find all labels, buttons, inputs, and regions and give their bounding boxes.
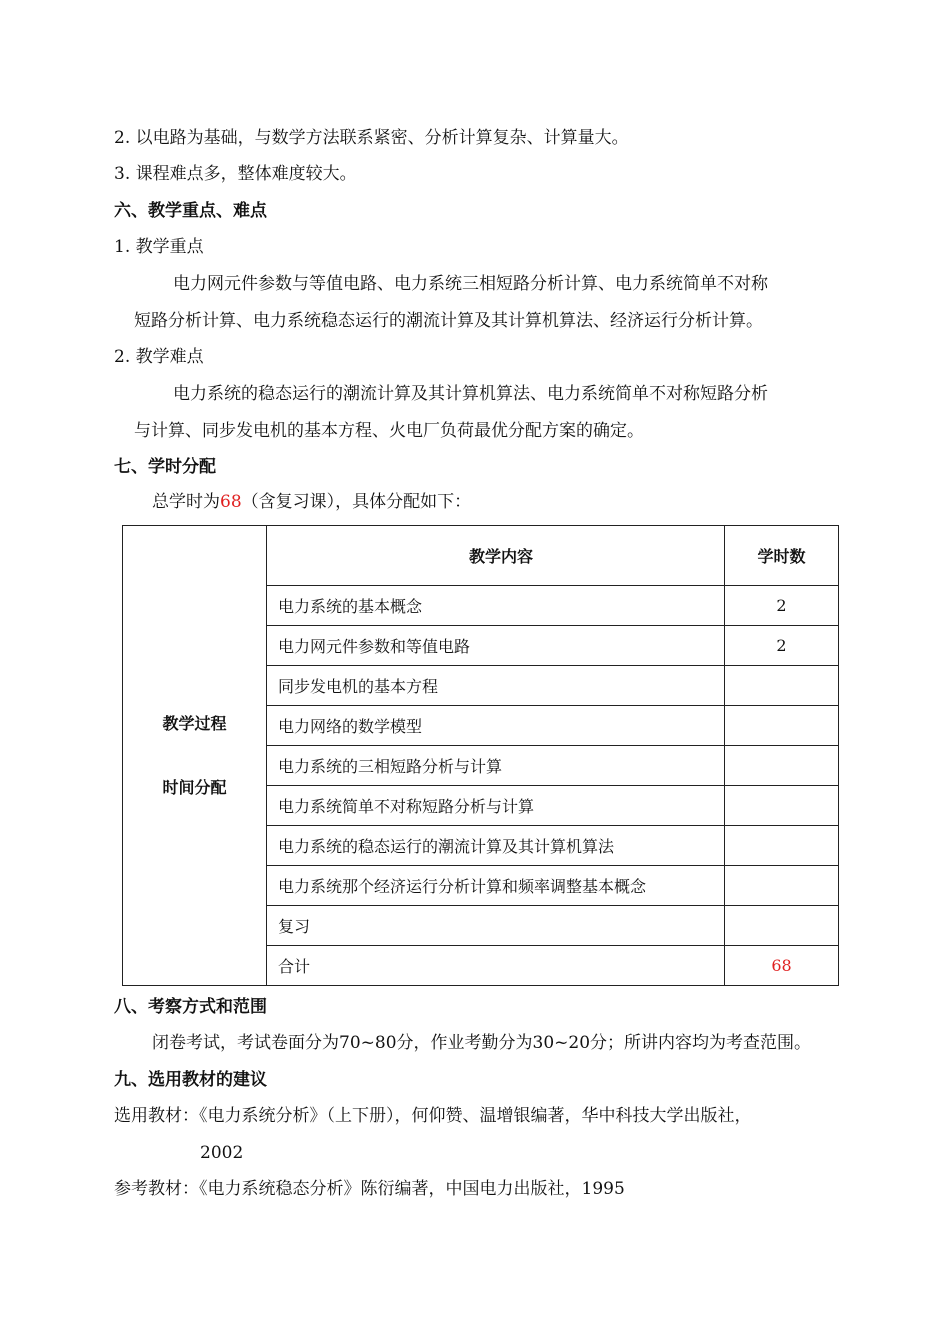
row-hours [725, 746, 839, 786]
paragraph-line: 电力系统的稳态运行的潮流计算及其计算机算法、电力系统简单不对称短路分析 [173, 384, 768, 404]
hours-allocation-table [122, 525, 839, 986]
section-heading: 八、考察方式和范围 [114, 997, 267, 1017]
reference-line: 参考教材：《电力系统稳态分析》陈衍编著，中国电力出版社，1995 [114, 1179, 625, 1199]
row-hours: 2 [725, 626, 839, 666]
list-item: 2. 以电路为基础，与数学方法联系紧密、分析计算复杂、计算量大。 [114, 128, 629, 148]
row-hours [725, 706, 839, 746]
section-heading: 九、选用教材的建议 [114, 1070, 267, 1090]
textbook-year: 2002 [200, 1143, 244, 1163]
row-hours [725, 826, 839, 866]
paragraph: 闭卷考试，考试卷面分为70~80分，作业考勤分为30~20分；所讲内容均为考查范围。 [152, 1033, 812, 1053]
intro-suffix: （含复习课），具体分配如下： [241, 492, 472, 512]
intro-text [152, 490, 471, 514]
row-content: 电力系统简单不对称短路分析与计算 [267, 786, 725, 826]
row-content: 电力系统的基本概念 [267, 586, 725, 626]
textbook-line: 选用教材：《电力系统分析》（上下册），何仰赞、温增银编著，华中科技大学出版社， [114, 1106, 752, 1126]
category-line: 教学过程 [162, 713, 227, 733]
row-content: 电力系统那个经济运行分析计算和频率调整基本概念 [267, 866, 725, 906]
section-heading: 六、教学重点、难点 [114, 201, 267, 221]
paragraph-line: 与计算、同步发电机的基本方程、火电厂负荷最优分配方案的确定。 [134, 421, 644, 441]
row-content: 电力网络的数学模型 [267, 706, 725, 746]
paragraph-line: 短路分析计算、电力系统稳态运行的潮流计算及其计算机算法、经济运行分析计算。 [134, 311, 763, 331]
list-item: 3. 课程难点多，整体难度较大。 [114, 164, 357, 184]
row-content: 电力网元件参数和等值电路 [267, 626, 725, 666]
row-hours [725, 866, 839, 906]
intro-prefix: 总学时为 [152, 492, 220, 512]
row-content: 电力系统的三相短路分析与计算 [267, 746, 725, 786]
total-hours: 68 [220, 492, 242, 512]
category-cell [123, 526, 267, 986]
row-content: 合计 [267, 946, 725, 986]
row-hours [725, 786, 839, 826]
row-hours [725, 906, 839, 946]
row-content: 同步发电机的基本方程 [267, 666, 725, 706]
paragraph-line: 电力网元件参数与等值电路、电力系统三相短路分析计算、电力系统简单不对称 [173, 274, 768, 294]
row-hours-total: 68 [725, 946, 839, 986]
row-hours: 2 [725, 586, 839, 626]
row-content: 复习 [267, 906, 725, 946]
subheading: 2. 教学难点 [114, 347, 204, 367]
category-line: 时间分配 [162, 777, 227, 797]
subheading: 1. 教学重点 [114, 237, 204, 257]
section-heading: 七、学时分配 [114, 457, 216, 477]
row-content: 电力系统的稳态运行的潮流计算及其计算机算法 [267, 826, 725, 866]
row-hours [725, 666, 839, 706]
header-content: 教学内容 [267, 526, 725, 586]
header-hours: 学时数 [725, 526, 839, 586]
